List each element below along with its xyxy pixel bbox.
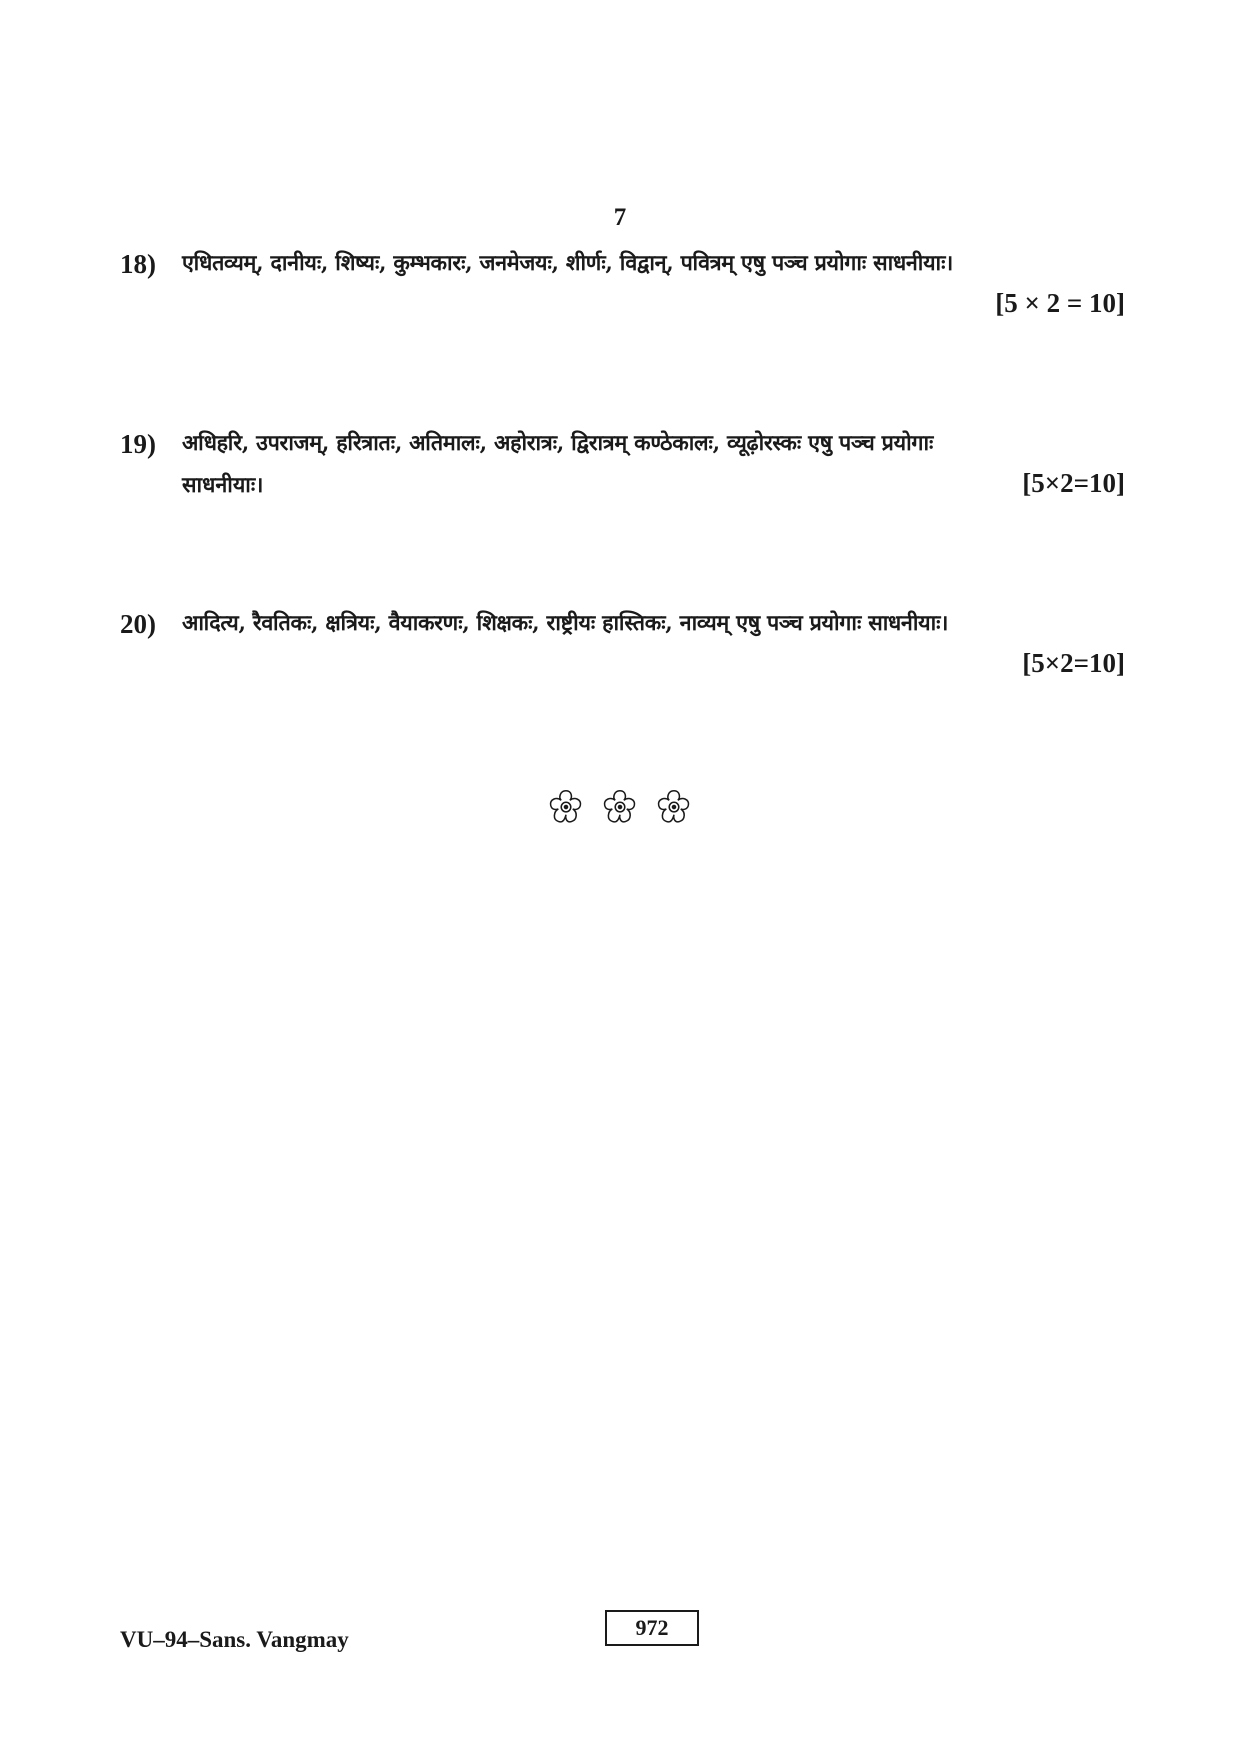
flower-ornament-icon [543,785,589,831]
paper-code: VU–94–Sans. Vangmay [120,1627,349,1652]
question-marks: [5 × 2 = 10] [995,288,1125,318]
page-number: 7 [613,204,627,231]
question-18 [120,245,1125,323]
question-marks: [5×2=10] [1022,648,1125,678]
question-19 [120,425,1125,505]
question-20 [120,605,1125,683]
flower-ornament-icon [651,785,697,831]
question-marks: [5×2=10] [1022,468,1125,498]
question-number: 18) [120,249,156,279]
question-text-continuation: साधनीयाः। [182,473,264,498]
question-number: 19) [120,429,156,459]
end-ornaments [0,785,1240,831]
question-text: आदित्य, रैवतिकः, क्षत्रियः, वैयाकरणः, शिक्षकः, राष्ट्रीयः हास्तिकः, नाव्यम् एषु पञ्च प्रयोगाः साधनीयाः। [182,611,949,636]
page-code-box: 972 [605,1610,699,1646]
question-number: 20) [120,609,156,639]
question-text: एधितव्यम्, दानीयः, शिष्यः, कुम्भकारः, जनमेजयः, शीर्णः, विद्वान्, पवित्रम् एषु पञ्च प्रयोगाः साधनीयाः। [182,251,954,276]
flower-ornament-icon [597,785,643,831]
question-text: अधिहरि, उपराजम्, हरित्रातः, अतिमालः, अहोरात्रः, द्विरात्रम् कण्ठेकालः, व्यूढ़ोरस्कः एषु पञ्च प्रयोगाः [182,431,934,456]
